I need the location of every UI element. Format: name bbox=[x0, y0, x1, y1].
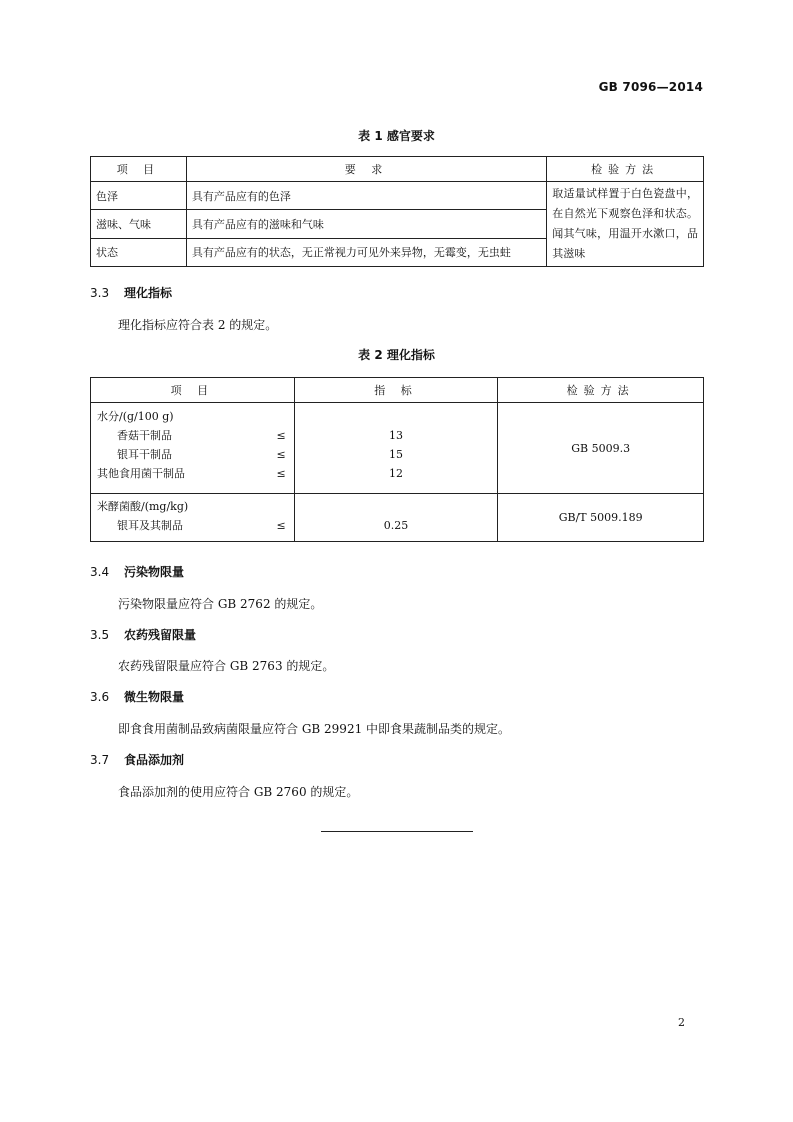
section-number: 3.7 bbox=[90, 753, 110, 767]
column-header-method: 检验方法 bbox=[547, 157, 704, 182]
section-3-6-heading bbox=[90, 688, 184, 705]
limit-value: 12 bbox=[389, 467, 403, 480]
physicochemical-table bbox=[90, 377, 704, 542]
section-title: 食品添加剂 bbox=[124, 753, 185, 767]
le-symbol: ≤ bbox=[276, 429, 286, 442]
item-name: 银耳及其制品 bbox=[117, 519, 183, 532]
column-header-limit: 指 标 bbox=[294, 378, 498, 403]
group-items bbox=[91, 403, 295, 494]
group-label: 水分/(g/100 g) bbox=[97, 410, 174, 423]
le-symbol: ≤ bbox=[276, 519, 286, 532]
row-item: 色泽 bbox=[91, 182, 187, 210]
table-header-row bbox=[91, 378, 704, 403]
group-label: 米酵菌酸/(mg/kg) bbox=[97, 500, 189, 513]
list-item bbox=[91, 426, 294, 445]
section-title: 微生物限量 bbox=[124, 690, 185, 704]
table2-title: 表 2 理化指标 bbox=[358, 348, 435, 362]
section-title: 理化指标 bbox=[124, 286, 173, 300]
item-name: 其他食用菌干制品 bbox=[97, 467, 185, 480]
limit-value: 13 bbox=[389, 429, 403, 442]
list-item bbox=[91, 464, 294, 483]
row-item: 滋味、气味 bbox=[91, 210, 187, 238]
table-group-moisture bbox=[91, 403, 704, 494]
column-header-item: 项 目 bbox=[91, 157, 187, 182]
item-name: 香菇干制品 bbox=[117, 429, 172, 442]
section-3-3-text: 理化指标应符合表 2 的规定。 bbox=[118, 318, 278, 332]
table-row bbox=[91, 182, 704, 210]
row-requirement: 具有产品应有的状态，无正常视力可见外来异物，无霉变，无虫蛀 bbox=[186, 238, 546, 266]
limit-value: 0.25 bbox=[383, 519, 409, 532]
limit-value: 15 bbox=[389, 448, 403, 461]
section-3-5-text: 农药残留限量应符合 GB 2763 的规定。 bbox=[118, 659, 335, 673]
section-number: 3.6 bbox=[90, 690, 110, 704]
section-number: 3.4 bbox=[90, 565, 110, 579]
group-method: GB 5009.3 bbox=[498, 403, 704, 494]
item-name: 银耳干制品 bbox=[117, 448, 172, 461]
column-header-method: 检验方法 bbox=[498, 378, 704, 403]
column-header-requirement: 要 求 bbox=[186, 157, 546, 182]
section-3-4-heading bbox=[90, 563, 184, 580]
row-item: 状态 bbox=[91, 238, 187, 266]
section-3-7-text: 食品添加剂的使用应符合 GB 2760 的规定。 bbox=[118, 785, 359, 799]
test-method: 取适量试样置于白色瓷盘中，在自然光下观察色泽和状态。闻其气味，用温开水漱口，品其滋味 bbox=[547, 182, 704, 267]
row-requirement: 具有产品应有的滋味和气味 bbox=[186, 210, 546, 238]
section-number: 3.3 bbox=[90, 286, 110, 300]
standard-code: GB 7096—2014 bbox=[598, 80, 703, 94]
section-title: 农药残留限量 bbox=[124, 628, 197, 642]
row-requirement: 具有产品应有的色泽 bbox=[186, 182, 546, 210]
page-number: 2 bbox=[678, 1016, 685, 1029]
table-header-row bbox=[91, 157, 704, 182]
table1-title: 表 1 感官要求 bbox=[358, 129, 435, 143]
section-title: 污染物限量 bbox=[124, 565, 185, 579]
column-header-item: 项 目 bbox=[91, 378, 295, 403]
table-group-bongkrekic-acid bbox=[91, 494, 704, 542]
list-item bbox=[91, 445, 294, 464]
section-3-4-text: 污染物限量应符合 GB 2762 的规定。 bbox=[118, 597, 323, 611]
le-symbol: ≤ bbox=[276, 467, 286, 480]
group-values bbox=[294, 494, 498, 542]
section-3-7-heading bbox=[90, 751, 184, 768]
group-items bbox=[91, 494, 295, 542]
group-method: GB/T 5009.189 bbox=[498, 494, 704, 542]
le-symbol: ≤ bbox=[276, 448, 286, 461]
section-3-3-heading bbox=[90, 284, 172, 301]
section-3-6-text: 即食食用菌制品致病菌限量应符合 GB 29921 中即食果蔬制品类的规定。 bbox=[118, 722, 511, 736]
group-values bbox=[294, 403, 498, 494]
section-3-5-heading bbox=[90, 626, 196, 643]
list-item bbox=[91, 516, 294, 535]
section-number: 3.5 bbox=[90, 628, 110, 642]
sensory-requirements-table bbox=[90, 156, 704, 267]
end-rule bbox=[321, 831, 473, 832]
